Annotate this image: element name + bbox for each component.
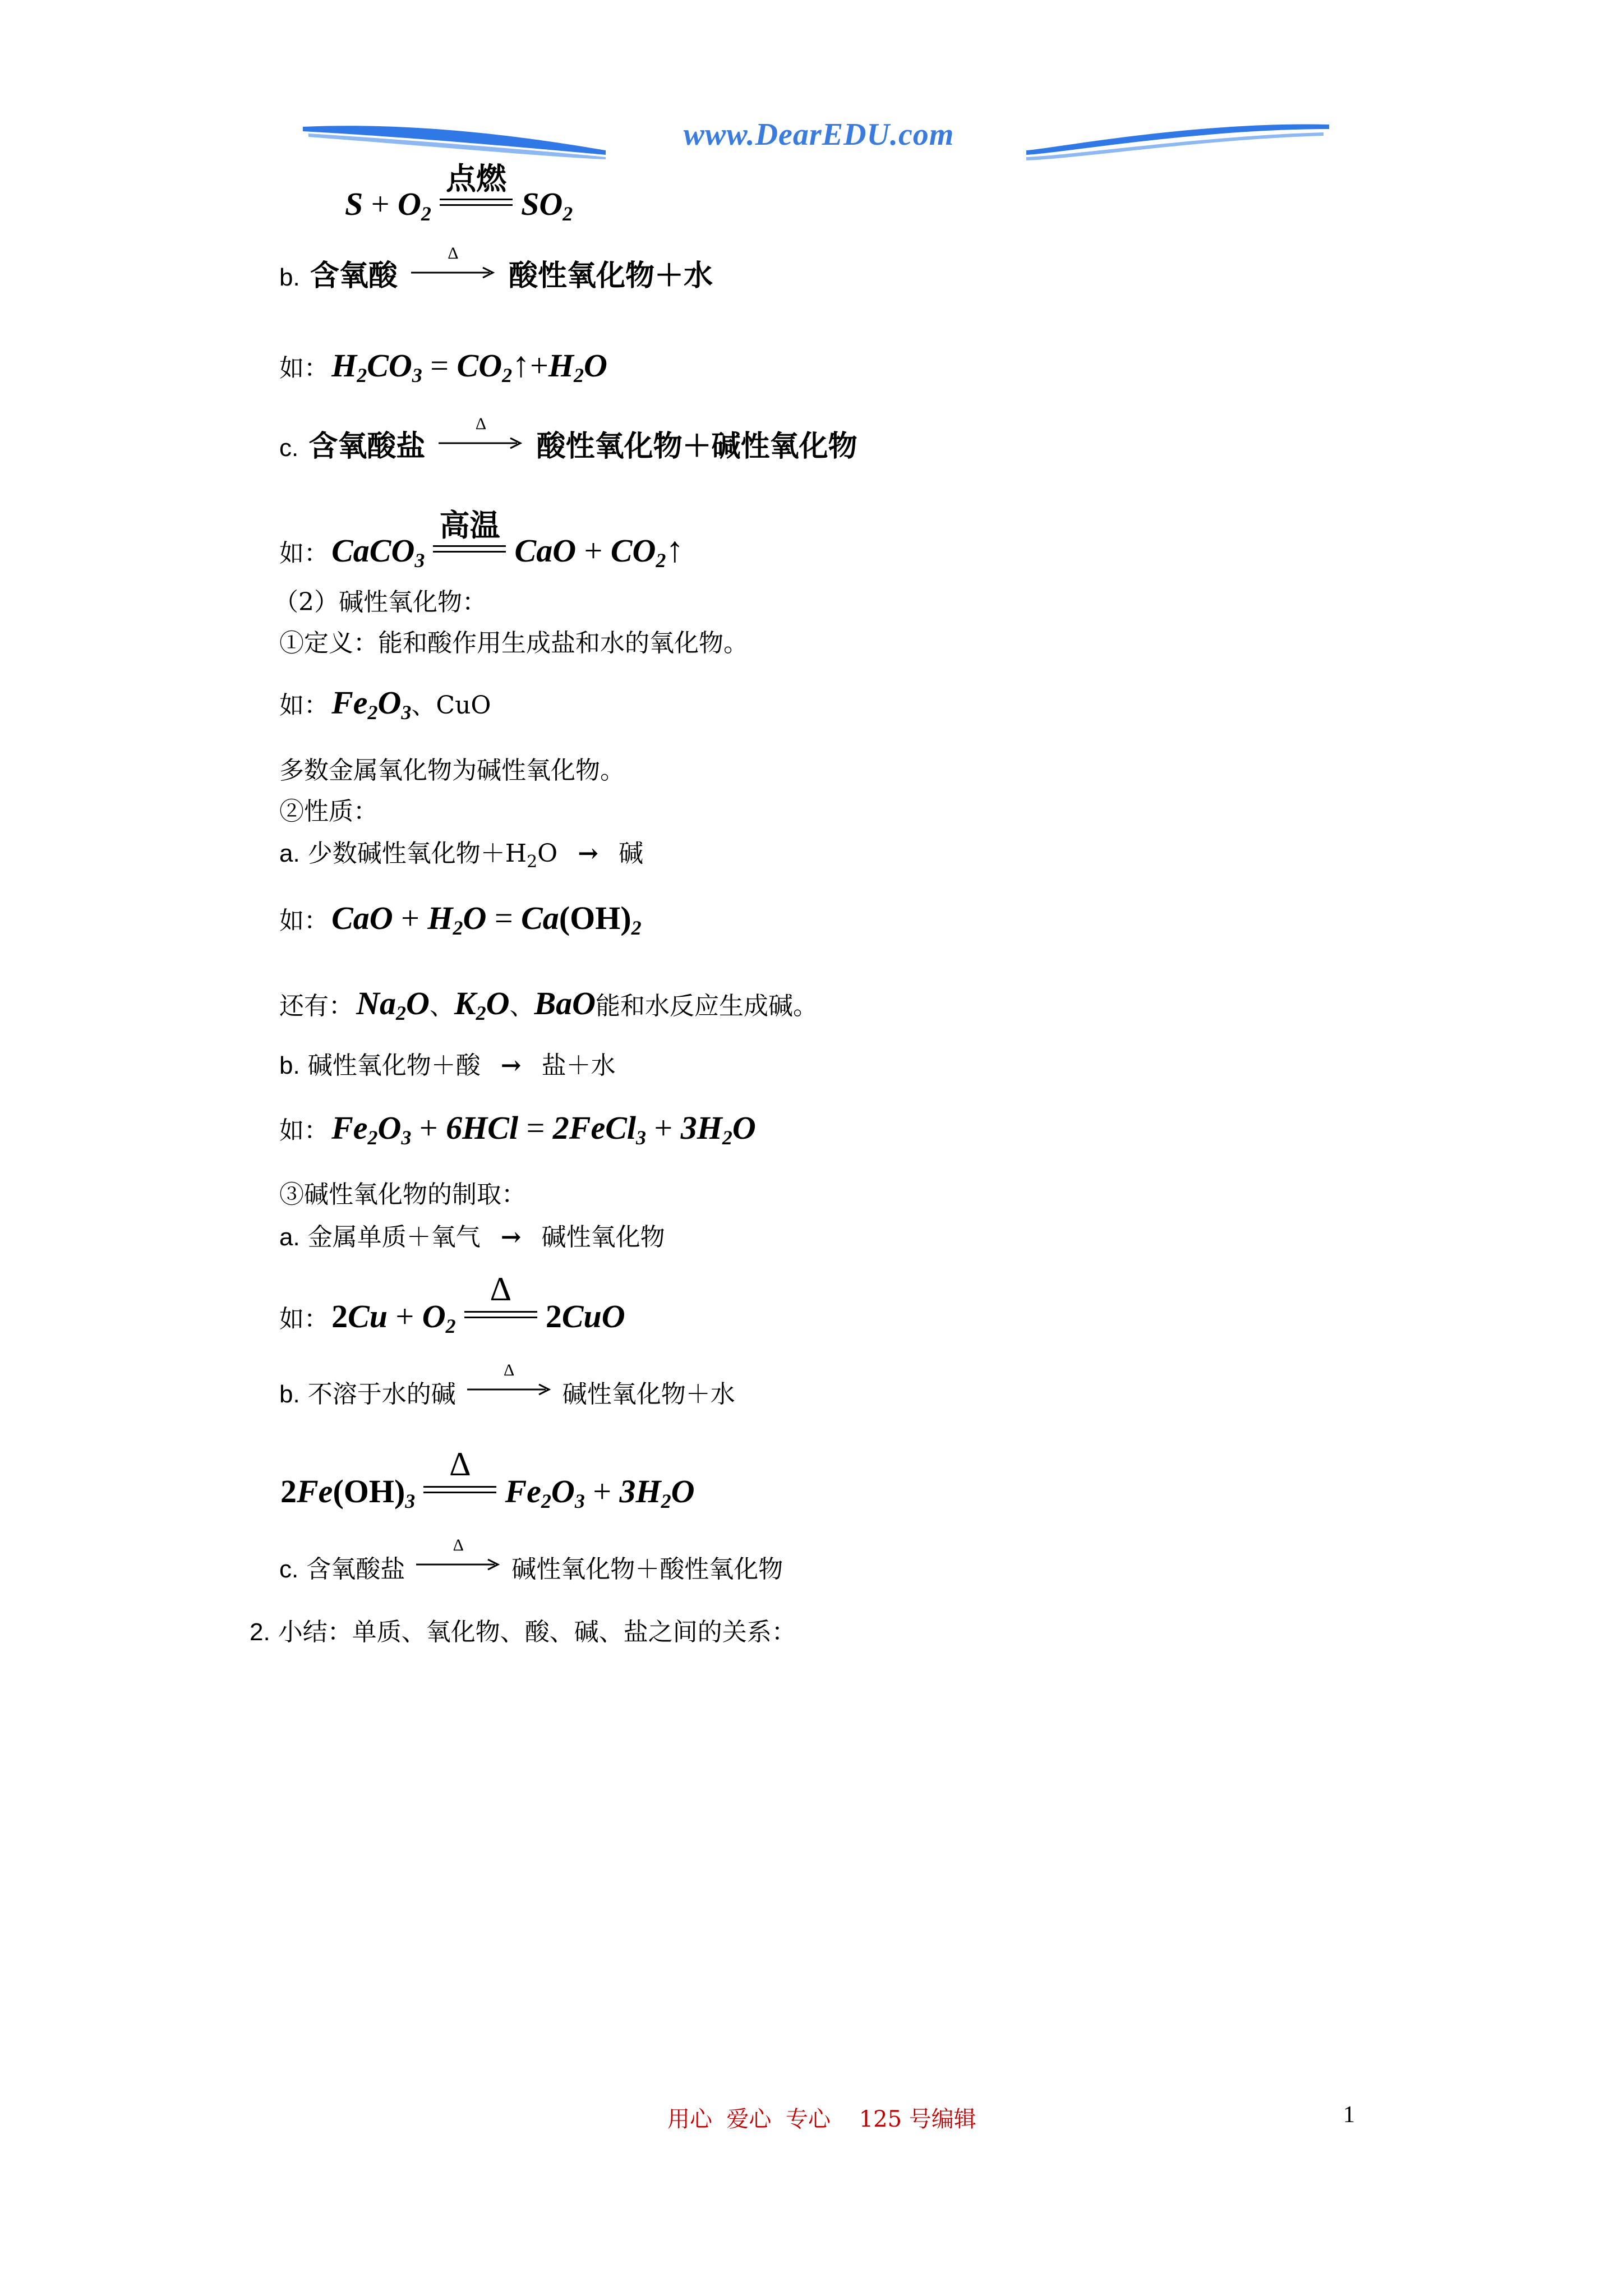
eq-plus: + bbox=[419, 1110, 438, 1146]
eq-subscript: 3 bbox=[414, 549, 425, 572]
item-label: a. bbox=[279, 840, 300, 867]
heat-arrow bbox=[439, 415, 523, 452]
eq-term: CaO bbox=[331, 900, 393, 936]
eq-term: BaO bbox=[534, 985, 596, 1022]
arrow-right-icon: → bbox=[500, 1223, 522, 1251]
eq-subscript: 2 bbox=[656, 549, 666, 572]
item-label: b. bbox=[279, 1381, 300, 1408]
eq-term: CO bbox=[367, 347, 412, 384]
eq-term: O bbox=[463, 900, 487, 936]
item-label: c. bbox=[279, 1556, 299, 1583]
item-c-oxysalt bbox=[279, 415, 857, 463]
eq-term: Fe bbox=[331, 684, 368, 721]
eq-plus: + bbox=[593, 1473, 612, 1510]
delta-label: Δ bbox=[448, 244, 459, 263]
eq-term: Na bbox=[356, 985, 396, 1022]
gas-arrow-icon: ↑ bbox=[512, 344, 531, 384]
item-text: 酸性氧化物＋水 bbox=[509, 259, 713, 293]
separator: 、 bbox=[429, 992, 454, 1020]
eq-equals: = bbox=[494, 900, 513, 936]
gas-arrow-icon: ↑ bbox=[666, 530, 684, 569]
eq-term: O bbox=[671, 1473, 695, 1510]
eq-subscript: 3 bbox=[401, 1126, 412, 1149]
eq-subscript: 3 bbox=[412, 364, 422, 386]
eq-term: O bbox=[405, 985, 430, 1022]
condition-equals bbox=[440, 160, 513, 208]
item-label: c. bbox=[279, 434, 299, 462]
item-label: b. bbox=[279, 1052, 300, 1079]
arrow-right-icon bbox=[467, 1381, 551, 1398]
eq-term: H bbox=[331, 347, 357, 384]
item-text: 碱性氧化物＋酸 bbox=[307, 1051, 481, 1080]
item-text: 含氧酸盐 bbox=[308, 429, 426, 463]
eq-subscript: 2 bbox=[357, 364, 367, 386]
example-cuo bbox=[279, 1271, 625, 1337]
eq-term: H bbox=[427, 900, 453, 936]
condition-text: Δ bbox=[449, 1446, 471, 1483]
example-prefix: 如： bbox=[279, 907, 329, 935]
eq-term: O bbox=[422, 1298, 446, 1335]
eq-coefficient: 2 bbox=[545, 1298, 562, 1335]
condition-text: Δ bbox=[490, 1271, 512, 1308]
paragraph-text: 多数金属氧化物为碱性氧化物。 bbox=[279, 756, 625, 785]
subheading: ③碱性氧化物的制取： bbox=[279, 1180, 526, 1209]
eq-subscript: 3 bbox=[405, 1490, 416, 1512]
eq-term: 3H bbox=[619, 1473, 661, 1510]
item-text: 金属单质＋氧气 bbox=[307, 1223, 481, 1251]
heat-arrow bbox=[416, 1536, 500, 1573]
arrow-right-icon: → bbox=[500, 1051, 522, 1080]
eq-term: O bbox=[583, 347, 607, 384]
eq-term: 3H bbox=[680, 1110, 722, 1146]
condition-equals bbox=[433, 507, 506, 555]
summary-line bbox=[250, 1620, 796, 1645]
separator: 、 bbox=[509, 992, 534, 1020]
eq-term: O bbox=[732, 1110, 756, 1146]
eq-term: O bbox=[486, 985, 510, 1022]
equation-feoh3 bbox=[280, 1446, 695, 1512]
eq-subscript: 2 bbox=[541, 1490, 551, 1512]
eq-equals: = bbox=[526, 1110, 545, 1146]
eq-plus: + bbox=[530, 347, 548, 384]
eq-subscript: 2 bbox=[722, 1126, 732, 1149]
example-also bbox=[279, 985, 818, 1024]
equation-sulfur bbox=[345, 160, 573, 225]
example-h2co3 bbox=[279, 344, 607, 386]
example-fecl3 bbox=[279, 1110, 756, 1149]
eq-subscript: 2 bbox=[631, 917, 642, 939]
condition-text: 点燃 bbox=[445, 160, 506, 196]
eq-subscript: 2 bbox=[445, 1315, 456, 1337]
eq-plus: + bbox=[654, 1110, 673, 1146]
eq-term: 2FeCl bbox=[552, 1110, 637, 1146]
eq-subscript: 2 bbox=[453, 917, 463, 939]
item-label: 2. bbox=[250, 1618, 270, 1646]
example-prefix: 还有： bbox=[279, 992, 353, 1020]
eq-subscript: 2 bbox=[395, 1002, 406, 1024]
header-banner bbox=[303, 116, 1329, 166]
eq-term: Fe bbox=[505, 1473, 541, 1510]
eq-term: O bbox=[377, 684, 402, 721]
delta-label: Δ bbox=[504, 1361, 515, 1379]
example-prefix: 如： bbox=[279, 539, 329, 568]
item-subscript: 2 bbox=[527, 852, 538, 872]
item-c-preparation bbox=[279, 1536, 783, 1584]
eq-coefficient: 2 bbox=[280, 1473, 297, 1510]
example-prefix: 如： bbox=[279, 691, 329, 720]
eq-term: 6HCl bbox=[446, 1110, 519, 1146]
delta-label: Δ bbox=[475, 415, 487, 433]
eq-term: CaCO bbox=[331, 532, 415, 569]
item-text: 碱性氧化物＋水 bbox=[562, 1380, 735, 1409]
item-b-property bbox=[279, 1053, 616, 1078]
eq-plus: + bbox=[371, 186, 390, 222]
eq-subscript: 3 bbox=[574, 1490, 585, 1512]
eq-term: K bbox=[454, 985, 476, 1022]
eq-subscript: 2 bbox=[367, 1126, 378, 1149]
item-text: 含氧酸 bbox=[310, 259, 398, 293]
condition-equals bbox=[423, 1446, 496, 1496]
site-url[interactable]: www.DearEDU.com bbox=[683, 117, 955, 152]
eq-term: O bbox=[551, 1473, 575, 1510]
eq-term: H bbox=[548, 347, 574, 384]
arrow-right-icon bbox=[416, 1556, 500, 1573]
item-text: O bbox=[537, 839, 558, 868]
page-number: 1 bbox=[1343, 2102, 1355, 2128]
eq-term: CO bbox=[610, 532, 656, 569]
eq-plus: + bbox=[401, 900, 419, 936]
item-a-preparation bbox=[279, 1225, 665, 1250]
eq-subscript: 2 bbox=[502, 364, 513, 386]
eq-subscript: 3 bbox=[636, 1126, 647, 1149]
footer-editor-note: 用心 爱心 专心 125 号编辑 bbox=[667, 2106, 976, 2132]
eq-subscript: 2 bbox=[476, 1002, 486, 1024]
eq-term: CaO bbox=[514, 532, 577, 569]
example-suffix: 能和水反应生成碱。 bbox=[596, 992, 818, 1020]
condition-text: 高温 bbox=[439, 507, 500, 543]
eq-term: O bbox=[397, 186, 421, 222]
item-a-property bbox=[279, 841, 643, 871]
eq-subscript: 2 bbox=[573, 364, 584, 386]
eq-subscript: 2 bbox=[421, 203, 431, 225]
eq-plus: + bbox=[395, 1298, 414, 1335]
delta-label: Δ bbox=[453, 1536, 464, 1554]
example-fe2o3 bbox=[279, 684, 491, 724]
eq-subscript: 2 bbox=[367, 701, 378, 724]
eq-subscript: 3 bbox=[401, 701, 412, 724]
item-b-oxyacid bbox=[279, 244, 713, 293]
section-title: （2）碱性氧化物： bbox=[274, 588, 487, 616]
item-text: 不溶于水的碱 bbox=[307, 1380, 456, 1409]
heat-arrow bbox=[467, 1361, 551, 1398]
example-prefix: 如： bbox=[279, 1305, 329, 1333]
eq-term: Ca bbox=[521, 900, 559, 936]
example-caco3 bbox=[279, 507, 684, 572]
item-text: 酸性氧化物＋碱性氧化物 bbox=[536, 429, 857, 463]
item-text: 盐＋水 bbox=[541, 1051, 616, 1080]
arrow-right-icon bbox=[411, 264, 495, 281]
eq-coefficient: 2 bbox=[331, 1298, 348, 1335]
definition-text: ①定义：能和酸作用生成盐和水的氧化物。 bbox=[279, 629, 748, 657]
item-label: b. bbox=[279, 264, 300, 291]
eq-subscript: 2 bbox=[661, 1490, 671, 1512]
eq-subscript: 2 bbox=[562, 203, 573, 225]
example-prefix: 如： bbox=[279, 354, 329, 383]
eq-term: O bbox=[377, 1110, 402, 1146]
item-text: 小结：单质、氧化物、酸、碱、盐之间的关系： bbox=[278, 1618, 796, 1646]
arrow-right-icon bbox=[439, 435, 523, 452]
eq-term: (OH) bbox=[559, 900, 631, 936]
subheading: ②性质： bbox=[279, 797, 378, 826]
eq-term: (OH) bbox=[333, 1473, 405, 1510]
example-cao bbox=[279, 900, 642, 939]
item-text: 碱性氧化物 bbox=[541, 1223, 665, 1251]
eq-term: Cu bbox=[348, 1298, 388, 1335]
eq-plus: + bbox=[584, 532, 603, 569]
eq-term: S bbox=[345, 186, 363, 222]
example-rest: 、CuO bbox=[411, 691, 491, 720]
arrow-right-icon: → bbox=[578, 839, 599, 868]
example-prefix: 如： bbox=[279, 1116, 329, 1145]
item-text: 少数碱性氧化物＋H bbox=[307, 839, 527, 868]
item-text: 碱 bbox=[619, 839, 644, 868]
eq-term: CO bbox=[457, 347, 502, 384]
eq-term: Fe bbox=[297, 1473, 333, 1510]
eq-equals: = bbox=[430, 347, 449, 384]
item-text: 碱性氧化物＋酸性氧化物 bbox=[511, 1555, 783, 1584]
heat-arrow bbox=[411, 244, 495, 281]
item-label: a. bbox=[279, 1223, 300, 1251]
item-text: 含氧酸盐 bbox=[306, 1555, 405, 1584]
eq-term: SO bbox=[521, 186, 563, 222]
eq-term: Fe bbox=[331, 1110, 368, 1146]
item-b-preparation bbox=[279, 1361, 735, 1409]
condition-equals bbox=[464, 1271, 537, 1320]
eq-term: CuO bbox=[561, 1298, 625, 1335]
